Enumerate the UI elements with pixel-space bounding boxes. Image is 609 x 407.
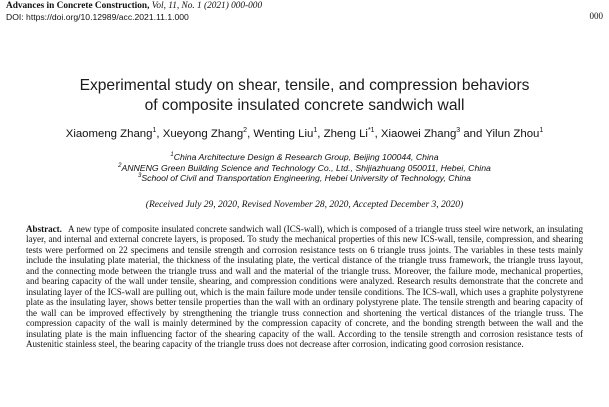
author-name: Xiaomeng Zhang	[65, 128, 153, 140]
author-separator: ,	[156, 128, 163, 140]
author-name: Xueyong Zhang	[162, 128, 244, 140]
author-affil-mark: *1	[367, 127, 375, 135]
abstract	[26, 224, 583, 349]
journal-volume-info: Vol, 11, No. 1 (2021) 000-000	[151, 1, 263, 11]
doi-line[interactable]: DOI: https://doi.org/10.12989/acc.2021.11.1.000	[6, 12, 189, 22]
affiliation-mark: 3	[137, 173, 142, 180]
author	[485, 128, 543, 140]
affiliation-text: School of Civil and Transportation Engineering, Hebei University of Technology, China	[141, 173, 471, 184]
affiliation-list	[40, 152, 569, 184]
affiliation	[40, 163, 569, 174]
author-name: Yilun Zhou	[485, 128, 540, 140]
page-number: 000	[589, 11, 603, 21]
author-affil-mark: 1	[539, 127, 544, 135]
author-affil-mark: 1	[313, 127, 318, 135]
author	[381, 128, 485, 140]
author	[324, 128, 381, 140]
abstract-text: A new type of composite insulated concrete sandwich wall (ICS-wall), which is composed of a triangle truss steel wire network, an insulating layer, and internal and external concrete layers, is proposed. To study the mechanical properties of this new ICS-wall, tensile, compression, and shearing tests were performed on 22 specimens and tensile strength and corrosion resistance tests on 6 triangle truss joints. The variables in these tests mainly include the insulating plate material, the thickness of the insulating plate, the vertical distance of the triangle truss framework, the triangle truss layout, and the connecting mode between the triangle truss and wall and the material of the triangle truss. Moreover, the failure mode, mechanical properties, and bearing capacity of the wall under tensile, shearing, and compression conditions were analyzed. Research results demonstrate that the concrete and insulating layer of the ICS-wall are pulling out, which is the main failure mode under tensile conditions. The ICS-wall, which uses a graphite polystyrene plate as the insulating layer, shows better tensile properties than the wall with an ordinary polystyrene plate. The tensile strength and bearing capacity of the wall can be improved effectively by strengthening the triangle truss connection and shortening the vertical distances of the triangle truss. The compression capacity of the wall is mainly determined by the compression capacity of concrete, and the bonding strength between the wall and the insulating plate is the main influencing factor of the shearing capacity of the wall. According to the tensile strength and corrosion resistance tests of Austenitic stainless steel, the bearing capacity of the triangle truss does not decrease after corrosion, indicating good corrosion resistance.	[26, 224, 583, 349]
affiliation-mark: 2	[118, 162, 122, 169]
author-separator: and	[460, 128, 486, 140]
author-affil-mark: 2	[243, 127, 248, 135]
title-line-1: Experimental study on shear, tensile, and compression behaviors	[79, 77, 530, 94]
affiliation-text: China Architecture Design & Research Group, Beijing 100044, China	[173, 152, 439, 162]
affiliation-mark: 1	[170, 152, 174, 159]
author-affil-mark: 3	[456, 127, 461, 135]
journal-header	[6, 1, 603, 23]
author-name: Wenting Liu	[253, 128, 314, 140]
author-separator: ,	[374, 128, 381, 140]
journal-name: Advances in Concrete Construction,	[6, 1, 150, 11]
received-dates: (Received July 29, 2020, Revised November 28, 2020, Accepted December 3, 2020)	[145, 200, 464, 210]
author-list	[10, 127, 599, 141]
author-separator: ,	[317, 128, 324, 140]
author	[163, 128, 254, 140]
paper-title	[30, 76, 579, 116]
affiliation-text: ANNENG Green Building Science and Technology Co., Ltd., Shijiazhuang 050011, Hebei, China	[121, 162, 491, 173]
title-line-2: of composite insulated concrete sandwich wall	[144, 97, 465, 114]
author-separator: ,	[247, 128, 254, 140]
author-name: Zheng Li	[323, 128, 368, 140]
abstract-label: Abstract.	[26, 224, 62, 234]
affiliation	[40, 173, 569, 184]
author	[253, 128, 323, 140]
author-name: Xiaowei Zhang	[380, 128, 457, 140]
author	[66, 128, 163, 140]
journal-citation	[6, 1, 603, 12]
author-affil-mark: 1	[152, 127, 157, 135]
affiliation	[40, 152, 569, 163]
